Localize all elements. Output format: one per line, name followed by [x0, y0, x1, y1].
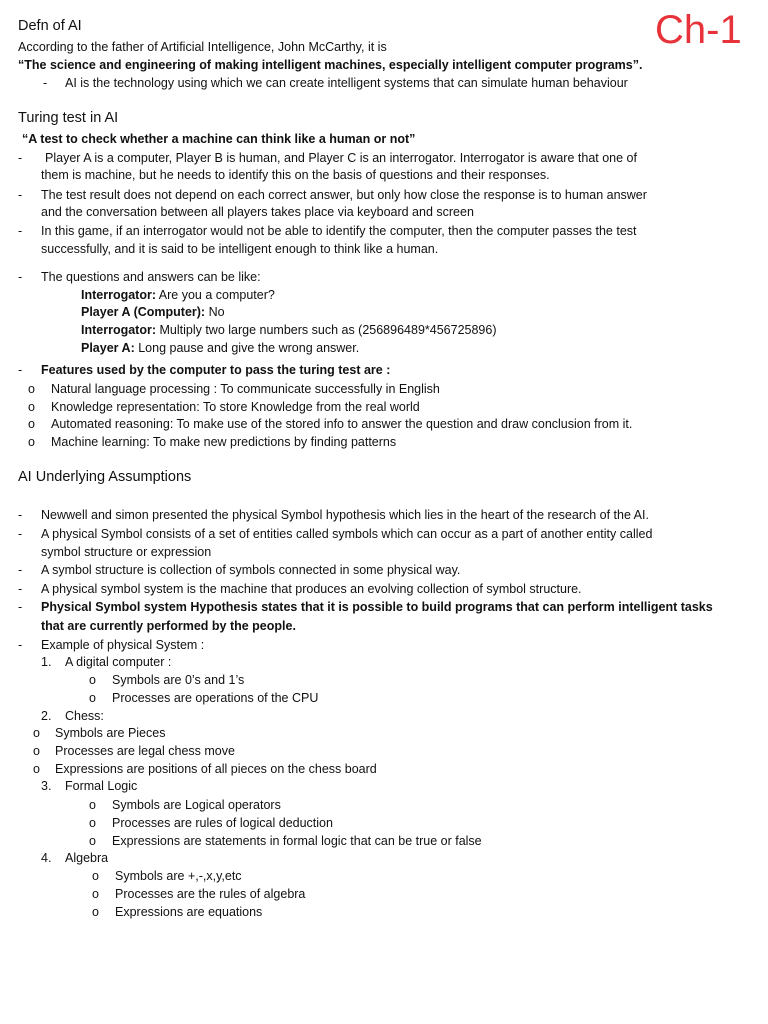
definition-quote: “The science and engineering of making intelligent machines, especially intelligent computer programs”.: [18, 58, 643, 72]
circle-marker: o: [28, 382, 35, 396]
list-item: Expressions are equations: [115, 905, 263, 919]
dash-marker: -: [18, 270, 23, 284]
qa-line: [81, 286, 275, 304]
dash-marker: -: [18, 582, 23, 596]
list-item: Expressions are statements in formal logic that can be true or false: [112, 834, 482, 848]
list-item: Player A is a computer, Player B is human, and Player C is an interrogator. Interrogator is aware that one of: [45, 151, 637, 165]
list-item: Symbols are Pieces: [55, 726, 166, 740]
qa-line: [81, 321, 497, 339]
number-marker: 1.: [41, 655, 52, 669]
circle-marker: o: [28, 417, 35, 431]
qa-speaker: Interrogator:: [81, 288, 156, 302]
numbered-item: A digital computer :: [65, 655, 172, 669]
numbered-item: Chess:: [65, 709, 104, 723]
list-item: Symbols are Logical operators: [112, 798, 281, 812]
section-heading-assumptions: AI Underlying Assumptions: [18, 469, 192, 485]
dash-marker: -: [18, 600, 23, 614]
circle-marker: o: [92, 887, 99, 901]
numbered-item: Algebra: [65, 851, 109, 865]
qa-text: Long pause and give the wrong answer.: [134, 341, 360, 355]
list-item: A physical Symbol consists of a set of entities called symbols which can occur as a part of another entity called: [41, 527, 653, 541]
list-item: A symbol structure is collection of symbols connected in some physical way.: [41, 563, 461, 577]
qa-text: Multiply two large numbers such as (256896489*456725896): [156, 323, 497, 337]
list-item: and the conversation between all players takes place via keyboard and screen: [41, 205, 474, 219]
list-item: AI is the technology using which we can create intelligent systems that can simulate human behaviour: [65, 76, 628, 90]
list-item: that are currently performed by the people.: [41, 619, 296, 633]
circle-marker: o: [89, 673, 96, 687]
list-item: Example of physical System :: [41, 638, 205, 652]
chapter-label: Ch-1: [655, 8, 742, 52]
turing-quote: “A test to check whether a machine can think like a human or not”: [22, 132, 416, 146]
list-item: A physical symbol system is the machine that produces an evolving collection of symbol structure.: [41, 582, 582, 596]
dash-marker: -: [18, 638, 23, 652]
section-heading-defn: Defn of AI: [18, 18, 82, 34]
circle-marker: o: [33, 744, 40, 758]
circle-marker: o: [33, 726, 40, 740]
dash-marker: -: [18, 151, 23, 165]
list-item: Features used by the computer to pass the turing test are :: [41, 363, 391, 377]
list-item: The questions and answers can be like:: [41, 270, 261, 284]
circle-marker: o: [89, 798, 96, 812]
qa-line: [81, 303, 225, 321]
qa-speaker: Player A (Computer):: [81, 305, 206, 319]
number-marker: 3.: [41, 779, 52, 793]
list-item: Processes are rules of logical deduction: [112, 816, 333, 830]
circle-marker: o: [92, 905, 99, 919]
number-marker: 2.: [41, 709, 52, 723]
list-item: Newwell and simon presented the physical Symbol hypothesis which lies in the heart of the research of the AI.: [41, 508, 649, 522]
list-item: them is machine, but he needs to identify this on the basis of questions and their responses.: [41, 168, 550, 182]
list-item: Natural language processing : To communicate successfully in English: [51, 382, 440, 396]
list-item: In this game, if an interrogator would not be able to identify the computer, then the computer passes the test: [41, 224, 637, 238]
list-item: Symbols are 0’s and 1’s: [112, 673, 245, 687]
list-item: Symbols are +,-,x,y,etc: [115, 869, 242, 883]
intro-text: According to the father of Artificial Intelligence, John McCarthy, it is: [18, 40, 387, 54]
numbered-item: Formal Logic: [65, 779, 138, 793]
circle-marker: o: [33, 762, 40, 776]
dash-marker: -: [18, 224, 23, 238]
list-item: Processes are operations of the CPU: [112, 691, 319, 705]
dash-marker: -: [43, 76, 48, 90]
qa-speaker: Player A:: [81, 341, 135, 355]
qa-text: Are you a computer?: [156, 288, 275, 302]
list-item: successfully, and it is said to be intelligent enough to think like a human.: [41, 242, 439, 256]
list-item: Automated reasoning: To make use of the stored info to answer the question and draw conclusion from it.: [51, 417, 633, 431]
qa-line: [81, 339, 359, 357]
circle-marker: o: [28, 400, 35, 414]
circle-marker: o: [89, 691, 96, 705]
list-item: symbol structure or expression: [41, 545, 212, 559]
dash-marker: -: [18, 363, 23, 377]
list-item: Machine learning: To make new predictions by finding patterns: [51, 435, 397, 449]
list-item: Physical Symbol system Hypothesis states that it is possible to build programs that can perform intelligent tasks: [41, 600, 713, 614]
list-item: Processes are legal chess move: [55, 744, 235, 758]
list-item: The test result does not depend on each correct answer, but only how close the response is to human answer: [41, 188, 647, 202]
circle-marker: o: [92, 869, 99, 883]
circle-marker: o: [89, 816, 96, 830]
qa-text: No: [205, 305, 225, 319]
section-heading-turing: Turing test in AI: [18, 110, 119, 126]
dash-marker: -: [18, 563, 23, 577]
circle-marker: o: [28, 435, 35, 449]
list-item: Knowledge representation: To store Knowledge from the real world: [51, 400, 420, 414]
dash-marker: -: [18, 508, 23, 522]
qa-speaker: Interrogator:: [81, 323, 156, 337]
dash-marker: -: [18, 188, 23, 202]
list-item: Expressions are positions of all pieces on the chess board: [55, 762, 377, 776]
circle-marker: o: [89, 834, 96, 848]
list-item: Processes are the rules of algebra: [115, 887, 306, 901]
dash-marker: -: [18, 527, 23, 541]
number-marker: 4.: [41, 851, 52, 865]
